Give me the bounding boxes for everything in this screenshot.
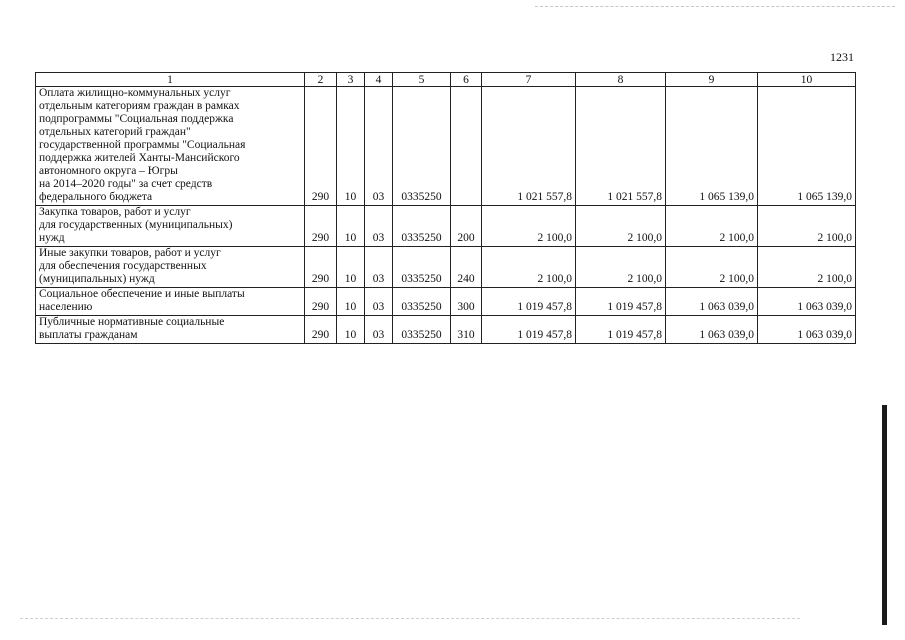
header-col-5: 5	[393, 73, 451, 87]
cell-expense-type	[451, 87, 482, 206]
row-name: Оплата жилищно-коммунальных услуг отдельным категориям граждан в рамках подпрограммы "Социальная поддержка отдельных категорий граждан" государственной программы "Социальная поддержка жителей Ханты-Мансийского автономного округа – Югры на 2014–2020 годы" за счет средств федерального бюджета	[36, 87, 305, 206]
cell-value-col9: 1 063 039,0	[666, 316, 758, 344]
page-number: 1231	[830, 50, 854, 64]
cell-value-col7: 1 021 557,8	[482, 87, 576, 206]
header-col-6: 6	[451, 73, 482, 87]
header-col-10: 10	[758, 73, 856, 87]
scan-artifact-right-edge	[882, 405, 887, 625]
row-name: Закупка товаров, работ и услуг для государственных (муниципальных) нужд	[36, 206, 305, 247]
header-col-2: 2	[305, 73, 337, 87]
table-row	[36, 206, 856, 247]
cell-subsection: 03	[365, 206, 393, 247]
table-row	[36, 288, 856, 316]
cell-subsection: 03	[365, 288, 393, 316]
cell-value-col9: 2 100,0	[666, 206, 758, 247]
cell-admin-code: 290	[305, 87, 337, 206]
cell-value-col7: 2 100,0	[482, 206, 576, 247]
cell-value-col9: 1 063 039,0	[666, 288, 758, 316]
header-col-8: 8	[576, 73, 666, 87]
cell-value-col10: 1 063 039,0	[758, 316, 856, 344]
cell-section: 10	[337, 247, 365, 288]
scan-artifact-top	[535, 6, 895, 9]
header-col-1: 1	[36, 73, 305, 87]
cell-section: 10	[337, 288, 365, 316]
cell-value-col7: 1 019 457,8	[482, 316, 576, 344]
cell-target-item: 0335250	[393, 288, 451, 316]
cell-expense-type: 300	[451, 288, 482, 316]
cell-subsection: 03	[365, 247, 393, 288]
header-col-4: 4	[365, 73, 393, 87]
cell-target-item: 0335250	[393, 316, 451, 344]
cell-admin-code: 290	[305, 247, 337, 288]
cell-section: 10	[337, 206, 365, 247]
cell-admin-code: 290	[305, 316, 337, 344]
cell-target-item: 0335250	[393, 206, 451, 247]
table-row	[36, 316, 856, 344]
cell-value-col8: 1 021 557,8	[576, 87, 666, 206]
row-name: Социальное обеспечение и иные выплаты населению	[36, 288, 305, 316]
header-col-9: 9	[666, 73, 758, 87]
row-name: Публичные нормативные социальные выплаты гражданам	[36, 316, 305, 344]
row-name: Иные закупки товаров, работ и услуг для обеспечения государственных (муниципальных) нужд	[36, 247, 305, 288]
cell-section: 10	[337, 316, 365, 344]
cell-expense-type: 200	[451, 206, 482, 247]
cell-section: 10	[337, 87, 365, 206]
header-row	[36, 73, 856, 87]
table-row	[36, 87, 856, 206]
header-col-7: 7	[482, 73, 576, 87]
cell-admin-code: 290	[305, 288, 337, 316]
cell-value-col10: 1 063 039,0	[758, 288, 856, 316]
cell-expense-type: 240	[451, 247, 482, 288]
cell-subsection: 03	[365, 316, 393, 344]
cell-value-col9: 1 065 139,0	[666, 87, 758, 206]
cell-target-item: 0335250	[393, 247, 451, 288]
cell-value-col8: 2 100,0	[576, 206, 666, 247]
cell-value-col7: 1 019 457,8	[482, 288, 576, 316]
cell-value-col8: 2 100,0	[576, 247, 666, 288]
cell-value-col7: 2 100,0	[482, 247, 576, 288]
budget-table	[35, 72, 856, 344]
cell-subsection: 03	[365, 87, 393, 206]
cell-value-col8: 1 019 457,8	[576, 316, 666, 344]
cell-value-col9: 2 100,0	[666, 247, 758, 288]
cell-admin-code: 290	[305, 206, 337, 247]
header-col-3: 3	[337, 73, 365, 87]
cell-target-item: 0335250	[393, 87, 451, 206]
cell-expense-type: 310	[451, 316, 482, 344]
cell-value-col10: 2 100,0	[758, 206, 856, 247]
cell-value-col10: 1 065 139,0	[758, 87, 856, 206]
cell-value-col10: 2 100,0	[758, 247, 856, 288]
scan-artifact-bottom	[20, 618, 800, 621]
cell-value-col8: 1 019 457,8	[576, 288, 666, 316]
table-row	[36, 247, 856, 288]
